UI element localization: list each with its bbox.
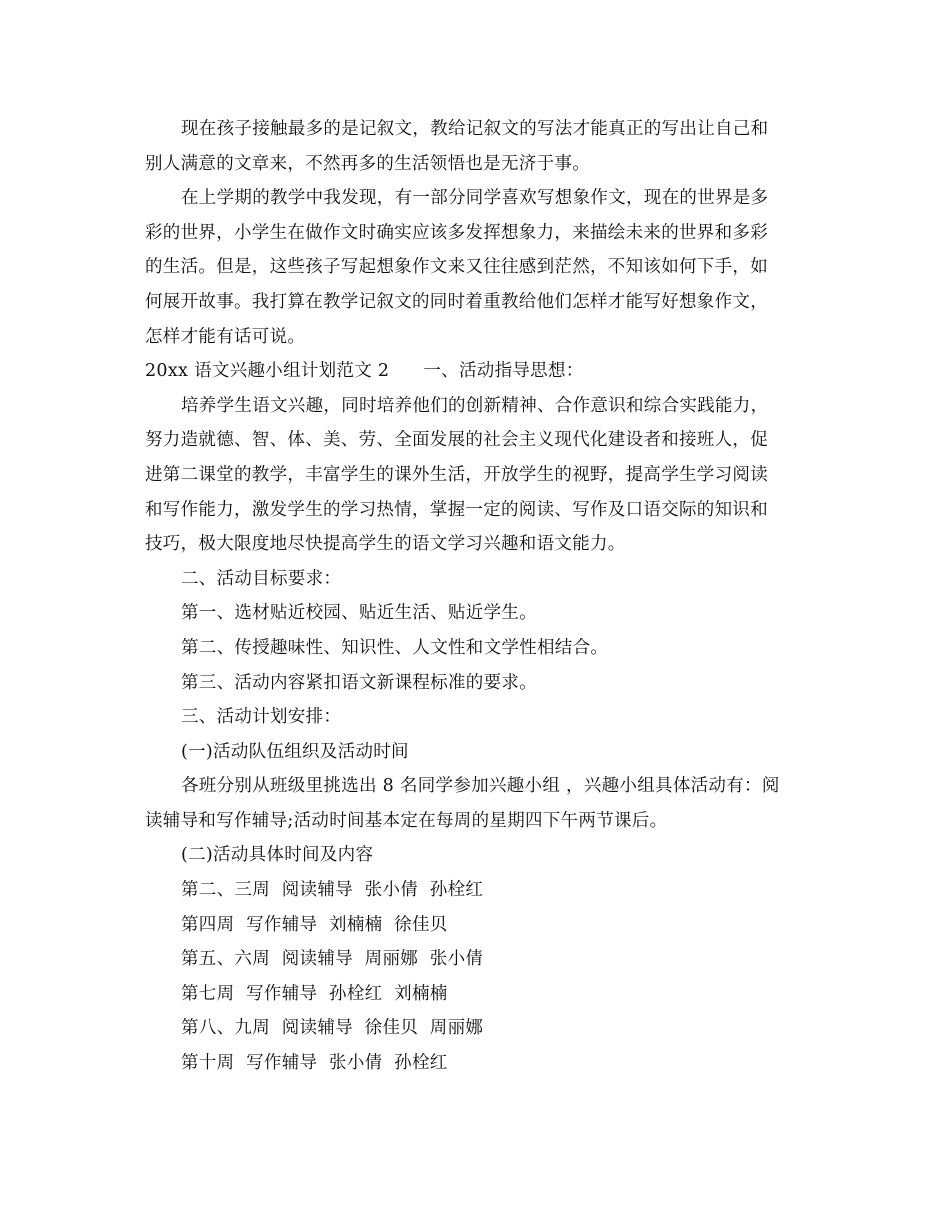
- text-line: 在上学期的教学中我发现，有一部分同学喜欢写想象作文，现在的世界是多: [181, 188, 769, 209]
- text-line: 的生活。但是，这些孩子写起想象作文来又往往感到茫然，不知该如何下手，如: [145, 257, 768, 278]
- text-line: 读辅导和写作辅导;活动时间基本定在每周的星期四下午两节课后。: [145, 810, 668, 831]
- section-title-line: [145, 354, 805, 389]
- text-line: 各班分别从班级里挑选出 8 名同学参加兴趣小组 ，兴趣小组具体活动有：阅: [181, 776, 780, 797]
- plan-heading: 三、活动计划安排：: [181, 707, 342, 728]
- text-line: 别人满意的文章来，不然再多的生活领悟也是无济于事。: [145, 153, 590, 174]
- schedule-row: 第四周 写作辅导 刘楠楠 徐佳贝: [181, 914, 448, 935]
- schedule-row: 第十周 写作辅导 张小倩 孙栓红: [181, 1053, 448, 1074]
- text-line: 努力造就德、智、体、美、劳、全面发展的社会主义现代化建设者和接班人，促: [145, 430, 768, 451]
- goals-heading: 二、活动目标要求：: [181, 568, 342, 589]
- schedule-row: 第二、三周 阅读辅导 张小倩 孙栓红: [181, 880, 484, 901]
- text-line: 怎样才能有话可说。: [145, 326, 306, 347]
- goal-item: 第二、传授趣味性、知识性、人文性和文学性相结合。: [181, 637, 609, 658]
- sub-heading: (二)活动具体时间及内容: [181, 845, 374, 866]
- text-line: 和写作能力，激发学生的学习热情，掌握一定的阅读、写作及口语交际的知识和: [145, 499, 768, 520]
- text-line: 现在孩子接触最多的是记叙文，教给记叙文的写法才能真正的写出让自己和: [181, 119, 769, 139]
- document-page: [145, 112, 805, 1081]
- text-line: 技巧，极大限度地尽快提高学生的语文学习兴趣和语文能力。: [145, 534, 626, 555]
- goal-item: 第三、活动内容紧扣语文新课程标准的要求。: [181, 672, 537, 693]
- guiding-heading: 一、活动指导思想：: [423, 361, 584, 382]
- text-line: 彩的世界，小学生在做作文时确实应该多发挥想象力，来描绘未来的世界和多彩: [145, 222, 768, 243]
- schedule-row: 第五、六周 阅读辅导 周丽娜 张小倩: [181, 949, 484, 970]
- sub-heading: (一)活动队伍组织及活动时间: [181, 741, 409, 762]
- section-title: 20xx 语文兴趣小组计划范文 2: [145, 361, 390, 382]
- schedule-row: 第七周 写作辅导 孙栓红 刘楠楠: [181, 983, 448, 1004]
- text-line: 培养学生语文兴趣，同时培养他们的创新精神、合作意识和综合实践能力，: [181, 395, 769, 416]
- goal-item: 第一、选材贴近校园、贴近生活、贴近学生。: [181, 603, 537, 624]
- schedule-row: 第八、九周 阅读辅导 徐佳贝 周丽娜: [181, 1018, 484, 1039]
- text-line: 何展开故事。我打算在教学记叙文的同时着重教给他们怎样才能写好想象作文，: [145, 291, 768, 312]
- text-line: 进第二课堂的教学，丰富学生的课外生活，开放学生的视野，提高学生学习阅读: [145, 464, 768, 485]
